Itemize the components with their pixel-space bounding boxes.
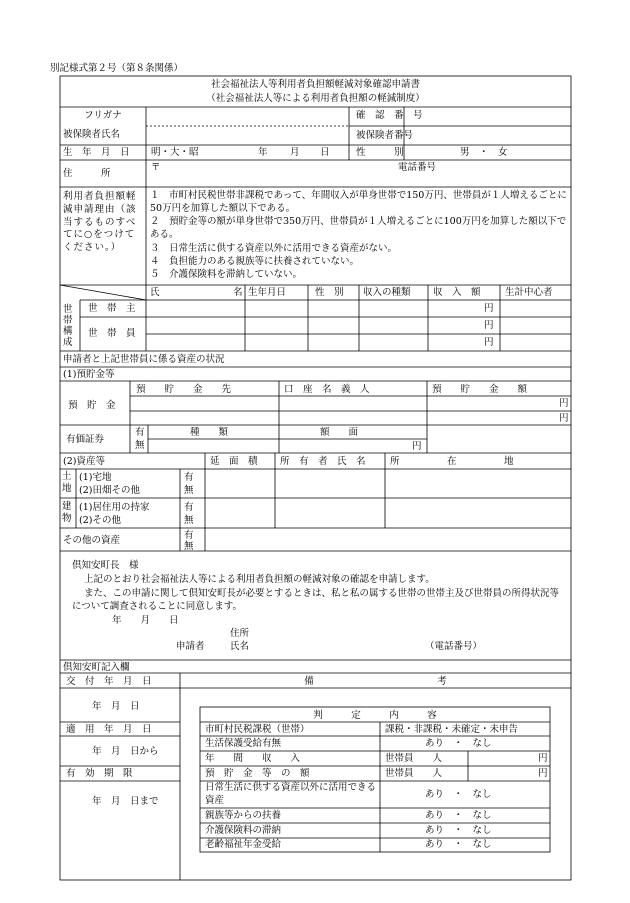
reason-item-1: １ 市町村民税世帯非課税であって、年間収入が単身世帯で150万円、世帯員が１人増えるごとに50万円を加算した額以下である。 xyxy=(150,190,567,214)
judge-row-tax-value: 課税・非課税・未確定・未申告 xyxy=(385,724,519,735)
property-header-area: 延 面 積 xyxy=(210,456,258,467)
has-option: 有 xyxy=(184,530,194,541)
yen-unit: 円 xyxy=(484,320,494,331)
reason-label: 利用者負担額軽減申請理由（該当するものすべてに○をつけてください。） xyxy=(63,191,137,254)
yen-unit: 円 xyxy=(559,398,569,409)
savings-header-bank: 預 貯 金 先 xyxy=(136,384,232,395)
issue-date-value: 年 月 日 xyxy=(92,701,140,712)
judge-row-premium: 介護保険料の滞納 xyxy=(205,825,282,836)
assets-heading: 申請者と上記世帯員に係る資産の状況 xyxy=(63,354,225,365)
building-item-1: (1)居住用の持家 xyxy=(79,502,150,513)
property-heading: (2)資産等 xyxy=(63,456,105,467)
property-header-owner: 所 有 者 氏 名 xyxy=(280,456,366,467)
apply-date-value: 年 月 日から xyxy=(92,746,159,757)
none-option: 無 xyxy=(184,541,194,552)
apply-date-label: 適 用 年 月 日 xyxy=(66,724,152,735)
declaration-phone-label: （電話番号） xyxy=(425,641,483,652)
postal-mark: 〒 xyxy=(151,162,161,173)
yen-unit: 円 xyxy=(559,413,569,424)
judge-row-other-assets-value: あり ・ なし xyxy=(425,789,492,800)
addressee: 倶知安町長 様 xyxy=(72,560,139,571)
sex-label: 性 別 xyxy=(356,147,404,158)
reason-item-3: ３ 日常生活に供する資産以外に活用できる資産がない。 xyxy=(150,243,398,254)
reason-item-2: ２ 預貯金等の額が単身世帯で350万円、世帯員が１人増えるごとに100万円を加算した額以下である。 xyxy=(150,216,567,240)
judgement-header: 判 定 内 容 xyxy=(313,710,437,721)
savings-header-holder: 口 座 名 義 人 xyxy=(284,384,370,395)
era-options: 明・大・昭 xyxy=(151,147,199,158)
form-code: 別記様式第２号（第８条関係） xyxy=(50,63,184,74)
declaration-applicant-label: 申請者 xyxy=(176,641,205,652)
declaration-name-label: 氏名 xyxy=(230,641,250,652)
savings-header-amount: 預 貯 金 額 xyxy=(432,384,528,395)
judge-row-support: 親族等からの扶養 xyxy=(205,810,282,821)
declaration-address-label: 住所 xyxy=(230,628,250,639)
judge-row-savings-members: 世帯員 人 xyxy=(385,768,443,779)
savings-heading: (1)預貯金等 xyxy=(63,369,115,380)
office-heading: 倶知安町記入欄 xyxy=(63,662,130,673)
sex-options: 男 ・ 女 xyxy=(460,147,508,158)
judge-row-savings: 預 貯 金 等 の 額 xyxy=(205,768,310,779)
confirm-number-label: 確 認 番 号 xyxy=(356,110,423,121)
household-header-main-earner: 生計中心者 xyxy=(505,287,553,298)
securities-kind-label: 種 類 xyxy=(190,427,229,438)
year-unit: 年 xyxy=(258,147,268,158)
household-header-income: 収 入 額 xyxy=(433,287,481,298)
judge-row-income: 年 間 収 入 xyxy=(205,753,301,764)
yen-unit: 円 xyxy=(538,753,548,764)
building-label: 建物 xyxy=(62,501,72,524)
building-item-2: (2)その他 xyxy=(79,515,121,526)
day-unit: 日 xyxy=(320,147,330,158)
land-label: 土地 xyxy=(62,471,72,494)
expiry-value: 年 月 日まで xyxy=(92,796,159,807)
furigana-label: フリガナ xyxy=(84,110,122,121)
land-item-1: (1)宅地 xyxy=(79,472,112,483)
judge-row-tax: 市町村民税課税（世帯） xyxy=(205,724,310,735)
month-unit: 月 xyxy=(290,147,300,158)
household-header-dob: 生年月日 xyxy=(248,287,287,298)
household-member-label: 世 帯 員 xyxy=(88,328,136,339)
none-option: 無 xyxy=(135,440,145,451)
judge-row-income-members: 世帯員 人 xyxy=(385,753,443,764)
yen-unit: 円 xyxy=(484,337,494,348)
judge-row-other-assets: 日常生活に供する資産以外に活用できる資産 xyxy=(205,782,377,806)
household-head-label: 世 帯 主 xyxy=(88,303,136,314)
form-subtitle: （社会福祉法人等による利用者負担額の軽減制度） xyxy=(206,93,425,104)
judge-row-pension: 老齢福祉年金受給 xyxy=(205,839,282,850)
judge-row-premium-value: あり ・ なし xyxy=(425,825,492,836)
securities-label: 有価証券 xyxy=(66,434,105,445)
address-label: 住 所 xyxy=(63,168,111,179)
form-title: 社会福祉法人等利用者負担額軽減対象確認申請書 xyxy=(210,79,420,90)
has-option: 有 xyxy=(184,472,194,483)
household-header-surname: 氏 xyxy=(150,287,160,298)
judge-row-pension-value: あり ・ なし xyxy=(425,839,492,850)
dob-label: 生 年 月 日 xyxy=(63,147,130,158)
judge-row-support-value: あり ・ なし xyxy=(425,810,492,821)
reason-item-5: ５ 介護保険料を滞納していない。 xyxy=(150,269,303,280)
phone-label: 電話番号 xyxy=(398,162,437,173)
reason-item-4: ４ 負担能力のある親族等に扶養されていない。 xyxy=(150,256,360,267)
yen-unit: 円 xyxy=(412,441,422,452)
household-header-income-type: 収入の種類 xyxy=(363,287,411,298)
yen-unit: 円 xyxy=(538,768,548,779)
securities-amount-label: 額 面 xyxy=(320,427,359,438)
declaration-date: 年 月 日 xyxy=(112,615,179,626)
judge-row-welfare: 生活保護受給有無 xyxy=(205,738,282,749)
has-option: 有 xyxy=(135,427,145,438)
insured-number-label: 被保険者番号 xyxy=(356,130,414,141)
remarks-label: 備 考 xyxy=(304,676,447,687)
declaration-para-1: 上記のとおり社会福祉法人等による利用者負担額の軽減対象の確認を申請します。 xyxy=(84,574,435,585)
household-header-name: 名 xyxy=(233,287,243,298)
household-header-sex: 性 別 xyxy=(315,287,344,298)
declaration-para-2: また、この申請に関して倶知安町長が必要とするときは、私と私の属する世帯の世帯主及び世帯員の所得状況等について調査されることに同意します。 xyxy=(72,588,560,612)
household-side-label: 世帯構成 xyxy=(63,304,73,348)
has-option: 有 xyxy=(184,502,194,513)
none-option: 無 xyxy=(184,485,194,496)
property-header-location: 所 在 地 xyxy=(390,456,514,467)
none-option: 無 xyxy=(184,515,194,526)
land-item-2: (2)田畑その他 xyxy=(79,485,140,496)
yen-unit: 円 xyxy=(484,303,494,314)
expiry-label: 有 効 期 限 xyxy=(66,768,133,779)
judge-row-welfare-value: あり ・ なし xyxy=(425,738,492,749)
insured-name-label: 被保険者氏名 xyxy=(63,129,121,140)
issue-date-label: 交 付 年 月 日 xyxy=(66,676,152,687)
savings-label: 預 貯 金 xyxy=(68,400,116,411)
other-assets-label: その他の資産 xyxy=(63,535,121,546)
